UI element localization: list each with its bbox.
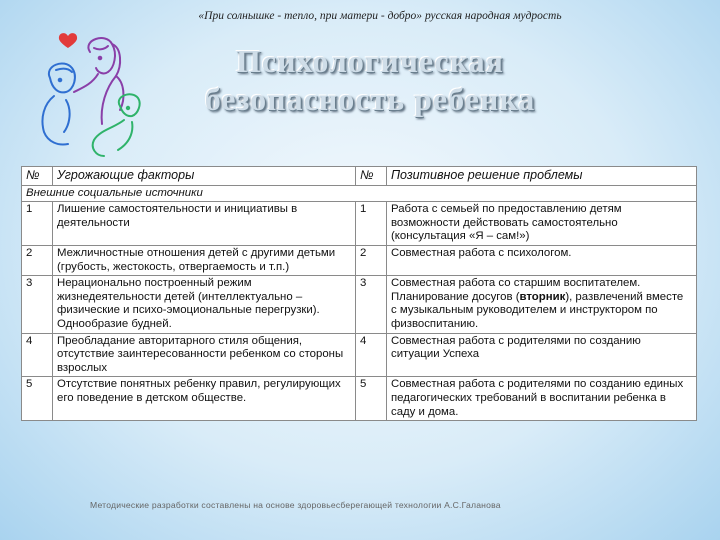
slide-title-line2: безопасность ребенка xyxy=(204,81,536,117)
solution-number: 2 xyxy=(356,245,387,275)
footer-note: Методические разработки составлены на основе здоровьесберегающей технологии А.С.Галанова xyxy=(90,500,501,510)
header-threat-factors: Угрожающие факторы xyxy=(53,167,356,186)
epigraph-quote: «При солнышке - тепло, при матери - добро» xyxy=(198,10,423,22)
epigraph xyxy=(100,10,660,22)
section-title: Внешние социальные источники xyxy=(22,185,697,202)
epigraph-source: русская народная мудрость xyxy=(422,10,562,22)
threat-cell: Отсутствие понятных ребенку правил, регулирующих его поведение в детском обществе. xyxy=(53,377,356,421)
row-number: 3 xyxy=(22,276,53,333)
threat-cell: Нерационально построенный режим жизнедеятельности детей (интеллектуально – физические и психо-эмоциональные перегрузки). Однообразие будней. xyxy=(53,276,356,333)
row-number: 4 xyxy=(22,333,53,377)
threat-cell: Лишение самостоятельности и инициативы в деятельности xyxy=(53,202,356,246)
solution-number: 1 xyxy=(356,202,387,246)
solution-cell: Совместная работа с родителями по созданию единых педагогических требований в воспитании ребенка в саду и дома. xyxy=(387,377,697,421)
threat-cell: Преобладание авторитарного стиля общения, отсутствие заинтересованности ребенком со стороны взрослых xyxy=(53,333,356,377)
table-row xyxy=(22,202,697,246)
row-number: 5 xyxy=(22,377,53,421)
solution-cell: Совместная работа с психологом. xyxy=(387,245,697,275)
solution-cell xyxy=(387,276,697,333)
solution-text-bold: вторник xyxy=(519,290,566,303)
header-positive-solutions: Позитивное решение проблемы xyxy=(387,167,697,186)
slide-title xyxy=(150,42,590,118)
table-row xyxy=(22,245,697,275)
threat-cell: Межличностные отношения детей с другими детьми (грубость, жестокость, отвергаемость и т.п.) xyxy=(53,245,356,275)
solution-number: 3 xyxy=(356,276,387,333)
header-num-threats: № xyxy=(22,167,53,186)
solution-cell: Работа с семьей по предоставлению детям возможности действовать самостоятельно (консультация «Я – сам!») xyxy=(387,202,697,246)
section-row xyxy=(22,185,697,202)
safety-table xyxy=(21,166,697,421)
solution-cell: Совместная работа с родителями по созданию ситуации Успеха xyxy=(387,333,697,377)
table-row xyxy=(22,276,697,333)
row-number: 1 xyxy=(22,202,53,246)
slide-title-line1: Психологическая xyxy=(236,43,504,79)
header-num-solutions: № xyxy=(356,167,387,186)
solution-number: 4 xyxy=(356,333,387,377)
solution-text-part2: ), развлечений вместе с музыкальным руководителем и инструктором по физвоспитанию. xyxy=(391,290,684,330)
solution-number: 5 xyxy=(356,377,387,421)
row-number: 2 xyxy=(22,245,53,275)
table-header-row xyxy=(22,167,697,186)
table-row xyxy=(22,377,697,421)
solution-text-part1: Совместная работа со старшим воспитателем. Планирование досугов ( xyxy=(391,277,641,303)
mother-and-children-icon xyxy=(28,22,146,162)
table-row xyxy=(22,333,697,377)
